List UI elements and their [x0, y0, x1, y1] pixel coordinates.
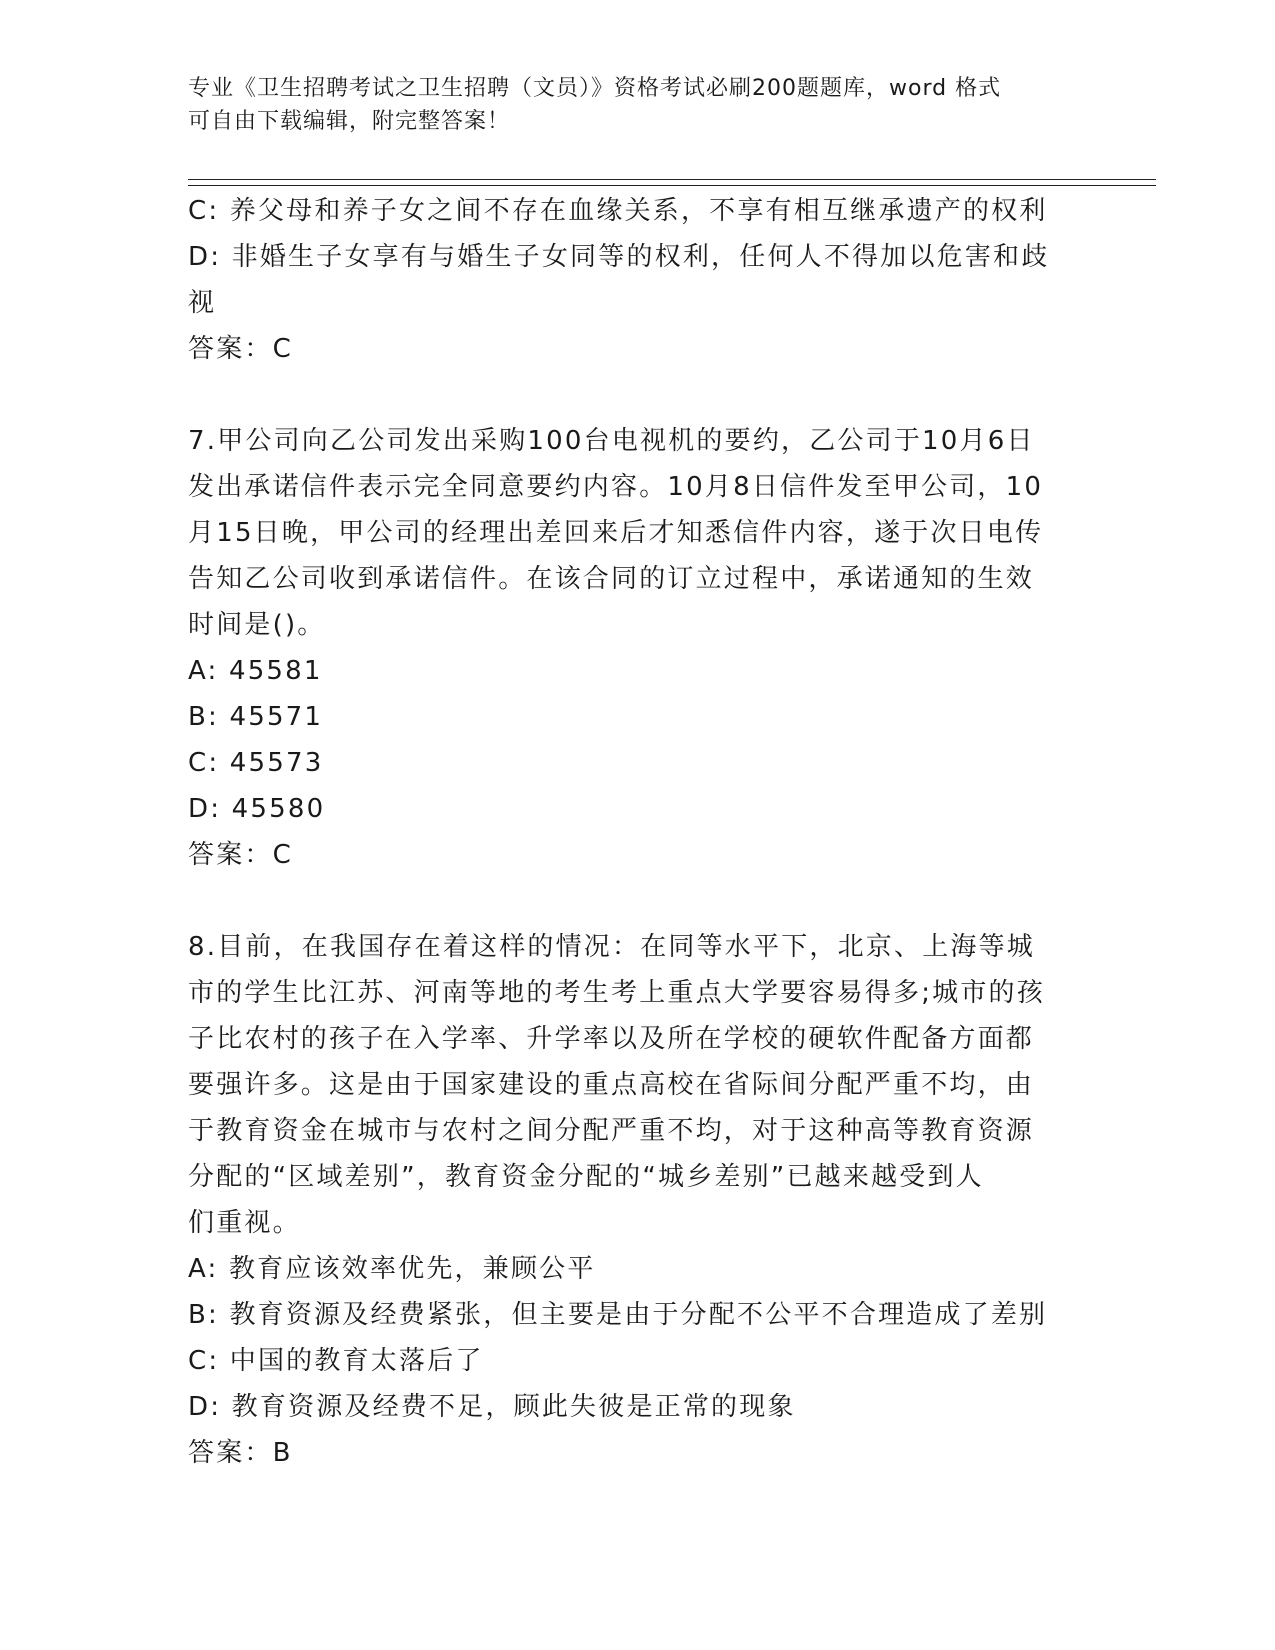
spacer	[188, 372, 1088, 418]
question-stem-line: 发出承诺信件表示完全同意要约内容。10月8日信件发至甲公司，10	[188, 472, 1044, 502]
option-d: D: 45580	[188, 794, 326, 824]
question-stem-line: 告知乙公司收到承诺信件。在该合同的订立过程中，承诺通知的生效	[188, 564, 1035, 594]
option-a: A: 教育应该效率优先，兼顾公平	[188, 1254, 596, 1284]
question-stem-line: 于教育资金在城市与农村之间分配严重不均，对于这种高等教育资源	[188, 1116, 1035, 1146]
question-stem-line: 7.甲公司向乙公司发出采购100台电视机的要约，乙公司于10月6日	[188, 426, 1035, 456]
answer: 答案：C	[188, 334, 293, 364]
header-line-2: 可自由下载编辑，附完整答案！	[188, 109, 511, 134]
option-a: A: 45581	[188, 656, 323, 686]
document-header	[188, 72, 1088, 138]
question-stem-line: 分配的“区域差别”，教育资金分配的“城乡差别”已越来越受到人	[188, 1162, 984, 1192]
option-d: D: 教育资源及经费不足，顾此失彼是正常的现象	[188, 1392, 796, 1422]
question-stem-line: 时间是()。	[188, 610, 326, 640]
option-c: C: 养父母和养子女之间不存在血缘关系，不享有相互继承遗产的权利	[188, 196, 1048, 226]
option-d-continued: 视	[188, 288, 217, 318]
answer: 答案：B	[188, 1438, 293, 1468]
header-divider-bottom	[188, 185, 1156, 186]
previous-question-tail	[188, 188, 1088, 372]
option-c: C: 中国的教育太落后了	[188, 1346, 484, 1376]
question-stem-line: 8.目前，在我国存在着这样的情况：在同等水平下，北京、上海等城	[188, 932, 1036, 962]
option-b: B: 教育资源及经费紧张，但主要是由于分配不公平不合理造成了差别	[188, 1300, 1048, 1330]
option-c: C: 45573	[188, 748, 324, 778]
answer: 答案：C	[188, 840, 293, 870]
question-stem-line: 月15日晚，甲公司的经理出差回来后才知悉信件内容，遂于次日电传	[188, 518, 1044, 548]
document-body	[188, 188, 1088, 1476]
question-stem-line: 要强许多。这是由于国家建设的重点高校在省际间分配严重不均，由	[188, 1070, 1035, 1100]
question-stem-line: 子比农村的孩子在入学率、升学率以及所在学校的硬软件配备方面都	[188, 1024, 1035, 1054]
question-stem-line: 市的学生比江苏、河南等地的考生考上重点大学要容易得多;城市的孩	[188, 978, 1045, 1008]
spacer	[188, 878, 1088, 924]
header-divider-top	[188, 179, 1156, 180]
option-d: D: 非婚生子女享有与婚生子女同等的权利，任何人不得加以危害和歧	[188, 242, 1050, 272]
question-8	[188, 924, 1088, 1476]
question-7	[188, 418, 1088, 878]
question-stem-line: 们重视。	[188, 1208, 301, 1238]
header-line-1: 专业《卫生招聘考试之卫生招聘（文员）》资格考试必刷200题题库，word 格式	[188, 76, 1002, 101]
option-b: B: 45571	[188, 702, 324, 732]
